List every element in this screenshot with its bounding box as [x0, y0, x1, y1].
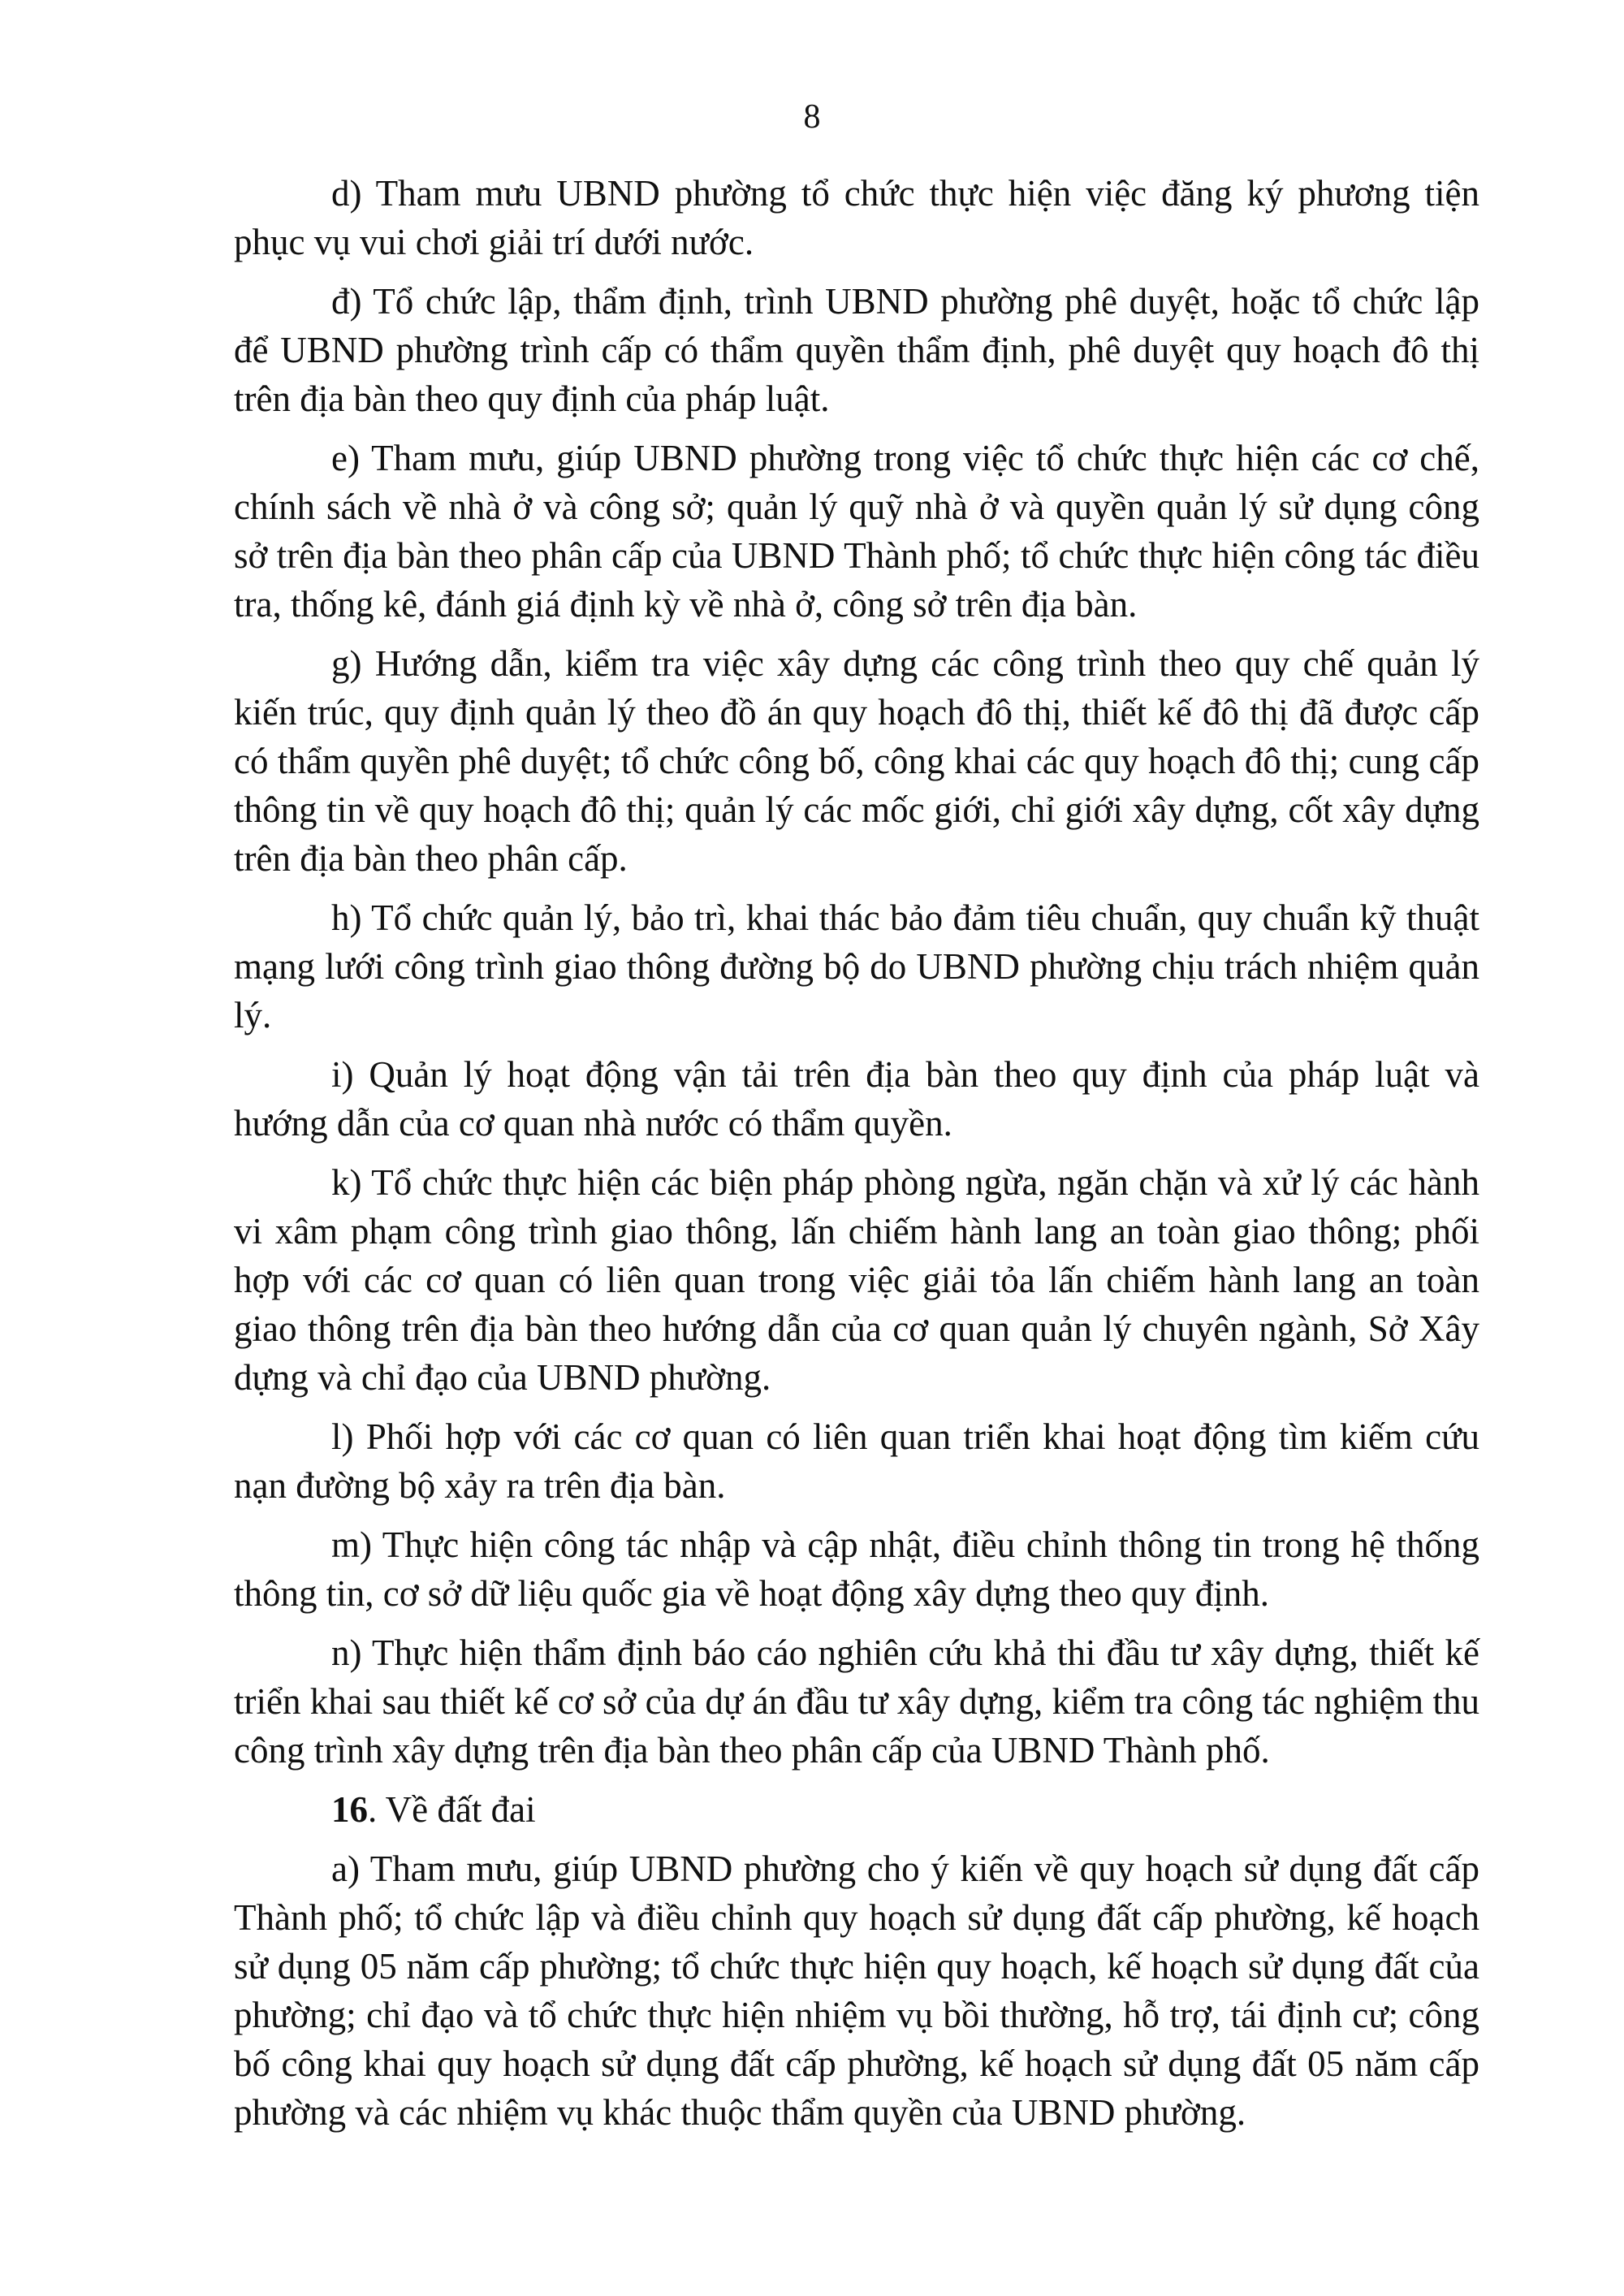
paragraph-l: l) Phối hợp với các cơ quan có liên quan triển khai hoạt động tìm kiếm cứu nạn đường bộ xảy ra trên địa bàn. — [234, 1416, 1479, 1506]
paragraph-dd: đ) Tổ chức lập, thẩm định, trình UBND phường phê duyệt, hoặc tổ chức lập để UBND phường trình cấp có thẩm quyền thẩm định, phê duyệt quy hoạch đô thị trên địa bàn theo quy định của pháp luật. — [234, 281, 1479, 419]
paragraph-n: n) Thực hiện thẩm định báo cáo nghiên cứu khả thi đầu tư xây dựng, thiết kế triển khai sau thiết kế cơ sở của dự án đầu tư xây dựng, kiểm tra công tác nghiệm thu công trình xây dựng trên địa bàn theo phân cấp của UBND Thành phố. — [234, 1632, 1479, 1771]
paragraph-i: i) Quản lý hoạt động vận tải trên địa bàn theo quy định của pháp luật và hướng dẫn của cơ quan nhà nước có thẩm quyền. — [234, 1054, 1479, 1144]
section-16-paragraph-a: a) Tham mưu, giúp UBND phường cho ý kiến về quy hoạch sử dụng đất cấp Thành phố; tổ chức lập và điều chỉnh quy hoạch sử dụng đất cấp phường, kế hoạch sử dụng 05 năm cấp phường; tổ chức thực hiện quy hoạch, kế hoạch sử dụng đất của phường; chỉ đạo và tổ chức thực hiện nhiệm vụ bồi thường, hỗ trợ, tái định cư; công bố công khai quy hoạch sử dụng đất cấp phường, kế hoạch sử dụng đất 05 năm cấp phường và các nhiệm vụ khác thuộc thẩm quyền của UBND phường. — [234, 1848, 1479, 2133]
paragraph-d: d) Tham mưu UBND phường tổ chức thực hiện việc đăng ký phương tiện phục vụ vui chơi giải trí dưới nước. — [234, 173, 1479, 262]
document-body — [234, 169, 1479, 2147]
page-number: 8 — [803, 98, 821, 136]
section-16-heading — [234, 1785, 1479, 1834]
paragraph-g: g) Hướng dẫn, kiểm tra việc xây dựng các công trình theo quy chế quản lý kiến trúc, quy định quản lý theo đồ án quy hoạch đô thị, thiết kế đô thị đã được cấp có thẩm quyền phê duyệt; tổ chức công bố, công khai các quy hoạch đô thị; cung cấp thông tin về quy hoạch đô thị; quản lý các mốc giới, chỉ giới xây dựng, cốt xây dựng trên địa bàn theo phân cấp. — [234, 643, 1479, 879]
paragraph-k: k) Tổ chức thực hiện các biện pháp phòng ngừa, ngăn chặn và xử lý các hành vi xâm phạm công trình giao thông, lấn chiếm hành lang an toàn giao thông; phối hợp với các cơ quan có liên quan trong việc giải tỏa lấn chiếm hành lang an toàn giao thông trên địa bàn theo hướng dẫn của cơ quan quản lý chuyên ngành, Sở Xây dựng và chỉ đạo của UBND phường. — [234, 1162, 1479, 1398]
paragraph-h: h) Tổ chức quản lý, bảo trì, khai thác bảo đảm tiêu chuẩn, quy chuẩn kỹ thuật mạng lưới công trình giao thông đường bộ do UBND phường chịu trách nhiệm quản lý. — [234, 897, 1479, 1036]
paragraph-m: m) Thực hiện công tác nhập và cập nhật, điều chỉnh thông tin trong hệ thống thông tin, cơ sở dữ liệu quốc gia về hoạt động xây dựng theo quy định. — [234, 1524, 1479, 1614]
section-16-title: . Về đất đai — [368, 1789, 536, 1830]
section-16-number: 16 — [331, 1789, 368, 1830]
paragraph-e: e) Tham mưu, giúp UBND phường trong việc tổ chức thực hiện các cơ chế, chính sách về nhà ở và công sở; quản lý quỹ nhà ở và quyền quản lý sử dụng công sở trên địa bàn theo phân cấp của UBND Thành phố; tổ chức thực hiện công tác điều tra, thống kê, đánh giá định kỳ về nhà ở, công sở trên địa bàn. — [234, 438, 1479, 625]
